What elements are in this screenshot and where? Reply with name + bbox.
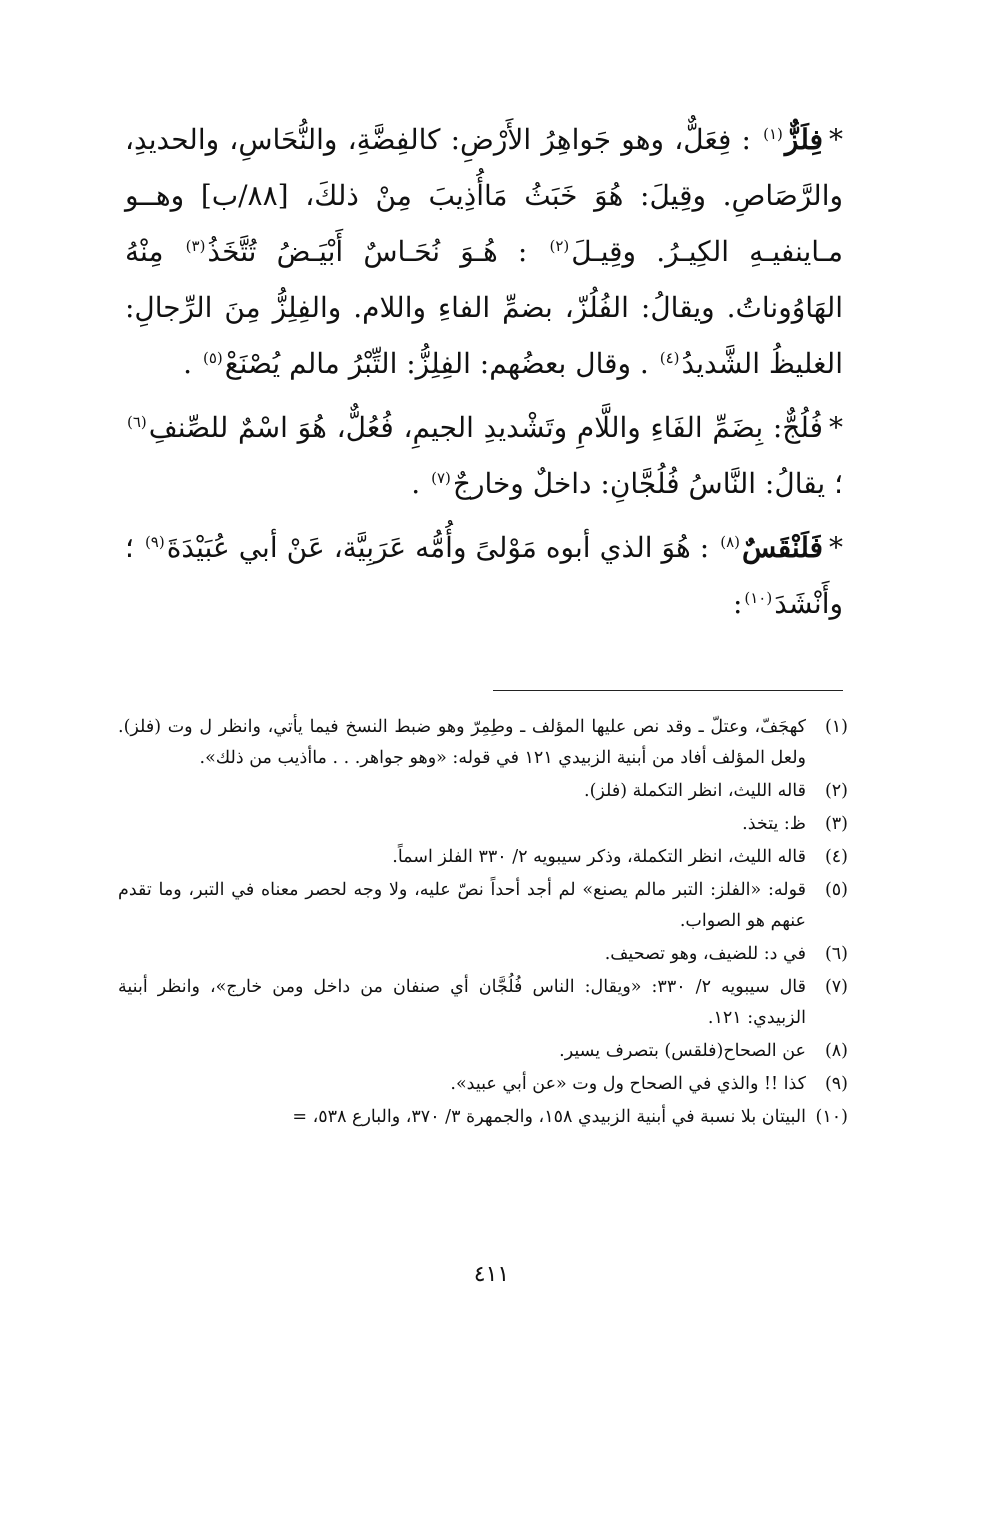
footnote-ref: (٢)	[549, 236, 570, 255]
footnote-number: (١)	[824, 717, 848, 737]
footnotes	[118, 712, 848, 1135]
footnote	[118, 712, 848, 774]
entry-text: فُلُجٌّ: بِضَمِّ الفَاءِ واللَّامِ وتَشْديدِ الجيمِ، فُعُلٌّ، هُوَ اسْمٌ للصِّنفِ	[148, 411, 823, 444]
footnote-text: ظ: يتخذ.	[742, 814, 806, 834]
page-number: ٤١١	[473, 1262, 510, 1287]
entry-fulujj	[125, 400, 843, 512]
footnote	[118, 1069, 848, 1100]
footnote-number: (٤)	[824, 847, 848, 867]
entry-text: : هُوَ الذي أبوه مَوْلىً وأُمُّه عَرَبِيَّة، عَنْ أبي عُبَيْدَةَ	[166, 531, 719, 564]
entry-falanqas	[125, 520, 843, 632]
footnote	[118, 875, 848, 937]
footnote	[118, 776, 848, 807]
footnote-text: عن الصحاح(فلقس) بتصرف يسير.	[559, 1041, 806, 1061]
footnote	[118, 972, 848, 1034]
footnote-ref: (١)	[763, 124, 783, 143]
entry-text: : هُـوَ نُحَـاسٌ أَبْيَـضُ تُتَّخَذُ	[207, 235, 548, 268]
footnote	[118, 939, 848, 970]
footnote	[118, 842, 848, 873]
footnote	[118, 1102, 848, 1133]
footnote-text: كذا !! والذي في الصحاح ول وت «عن أبي عبيد».	[450, 1074, 806, 1094]
footnote-number: (٧)	[824, 977, 848, 997]
footnote-text: قوله: «الفلز: التبر مالم يصنع» لم أجد أحداً نصّ عليه، ولا وجه لحصر معناه في التبر، وما تقدم عنهم هو الصواب.	[118, 880, 806, 931]
footnote-ref: (٤)	[659, 348, 680, 367]
footnote-text: قاله الليث، انظر التكملة (فلز).	[584, 781, 806, 801]
footnote	[118, 1036, 848, 1067]
footnote	[118, 809, 848, 840]
footnote-ref: (٦)	[127, 412, 147, 431]
entry-text: .	[411, 467, 430, 500]
footnote-ref: (٧)	[431, 468, 451, 487]
footnote-number: (٦)	[824, 944, 848, 964]
footnote-number: (١٠)	[815, 1107, 848, 1127]
footnote-ref: (٨)	[720, 532, 741, 551]
entry-filizz	[125, 112, 843, 392]
footnote-ref: (٥)	[202, 348, 223, 367]
footnote-number: (٢)	[824, 781, 848, 801]
main-text	[125, 112, 843, 640]
entry-text: :	[732, 587, 743, 620]
headword: فِلَزٌّ	[784, 123, 823, 156]
footnote-text: في د: للضيف، وهو تصحيف.	[604, 944, 806, 964]
footnote-text: البيتان بلا نسبة في أبنية الزبيدي ١٥٨، والجمهرة ٣/ ٣٧٠، والبارع ٥٣٨، =	[292, 1107, 806, 1127]
footnote-ref: (١٠)	[744, 588, 773, 607]
entry-marker: *	[829, 411, 843, 444]
entry-marker: *	[829, 123, 843, 156]
entry-text: : فِعَلٌّ، وهو جَواهِرُ الأَرْضِ: كالفِضَّةِ، والنُّحَاسِ، والحديدِ، والرَّصَاصِ. وقِيلَ: هُوَ خَبَثُ مَاأُذِيبَ مِنْ ذلكَ، [٨٨/ب] وهــو مـاينفيـهِ الكِيـرُ. وقِيـلَ	[125, 123, 843, 268]
footnote-number: (٥)	[824, 880, 848, 900]
entry-text: ؛ وأَنْشَدَ	[125, 531, 843, 620]
entry-text: ؛ يقالُ: النَّاسُ فُلُجَّانِ: داخلٌ وخارجٌ	[452, 467, 843, 500]
entry-text: .	[183, 347, 201, 380]
footnote-ref: (٣)	[185, 236, 206, 255]
footnote-text: كهجَفّ، وعتلّ ـ وقد نص عليها المؤلف ـ وطِمِرّ وهو ضبط النسخ فيما يأتي، وانظر ل وت (فلز). ولعل المؤلف أفاد من أبنية الزبيدي ١٢١ في قوله: «وهو جواهر. . . ماأذيب من ذلك».	[118, 717, 806, 768]
footnote-number: (٩)	[824, 1074, 848, 1094]
headword: فَلَنْقَسٌ	[742, 531, 823, 564]
entry-marker: *	[829, 531, 843, 564]
footnote-number: (٣)	[824, 814, 848, 834]
footnote-text: قاله الليث، انظر التكملة، وذكر سيبويه ٢/ ٣٣٠ الفلز اسماً.	[392, 847, 806, 867]
footnote-number: (٨)	[824, 1041, 848, 1061]
entry-text: . وقال بعضُهم: الفِلِزُّ: التِّبْرُ مالم يُصْنَعْ	[224, 347, 658, 380]
entry-text: مِنْهُ الهَاوُوناتُ. ويقالُ: الفُلُزّ، بضمِّ الفاءِ واللام. والفِلِزُّ مِنَ الرِّجالِ: الغليظُ الشَّديدُ	[125, 235, 843, 380]
footnote-ref: (٩)	[144, 532, 165, 551]
footnote-text: قال سيبويه ٢/ ٣٣٠: «ويقال: الناس فُلُجَّان أي صنفان من داخل ومن خارج»، وانظر أبنية الزبيدي: ١٢١.	[118, 977, 806, 1028]
footnote-divider	[493, 690, 843, 691]
